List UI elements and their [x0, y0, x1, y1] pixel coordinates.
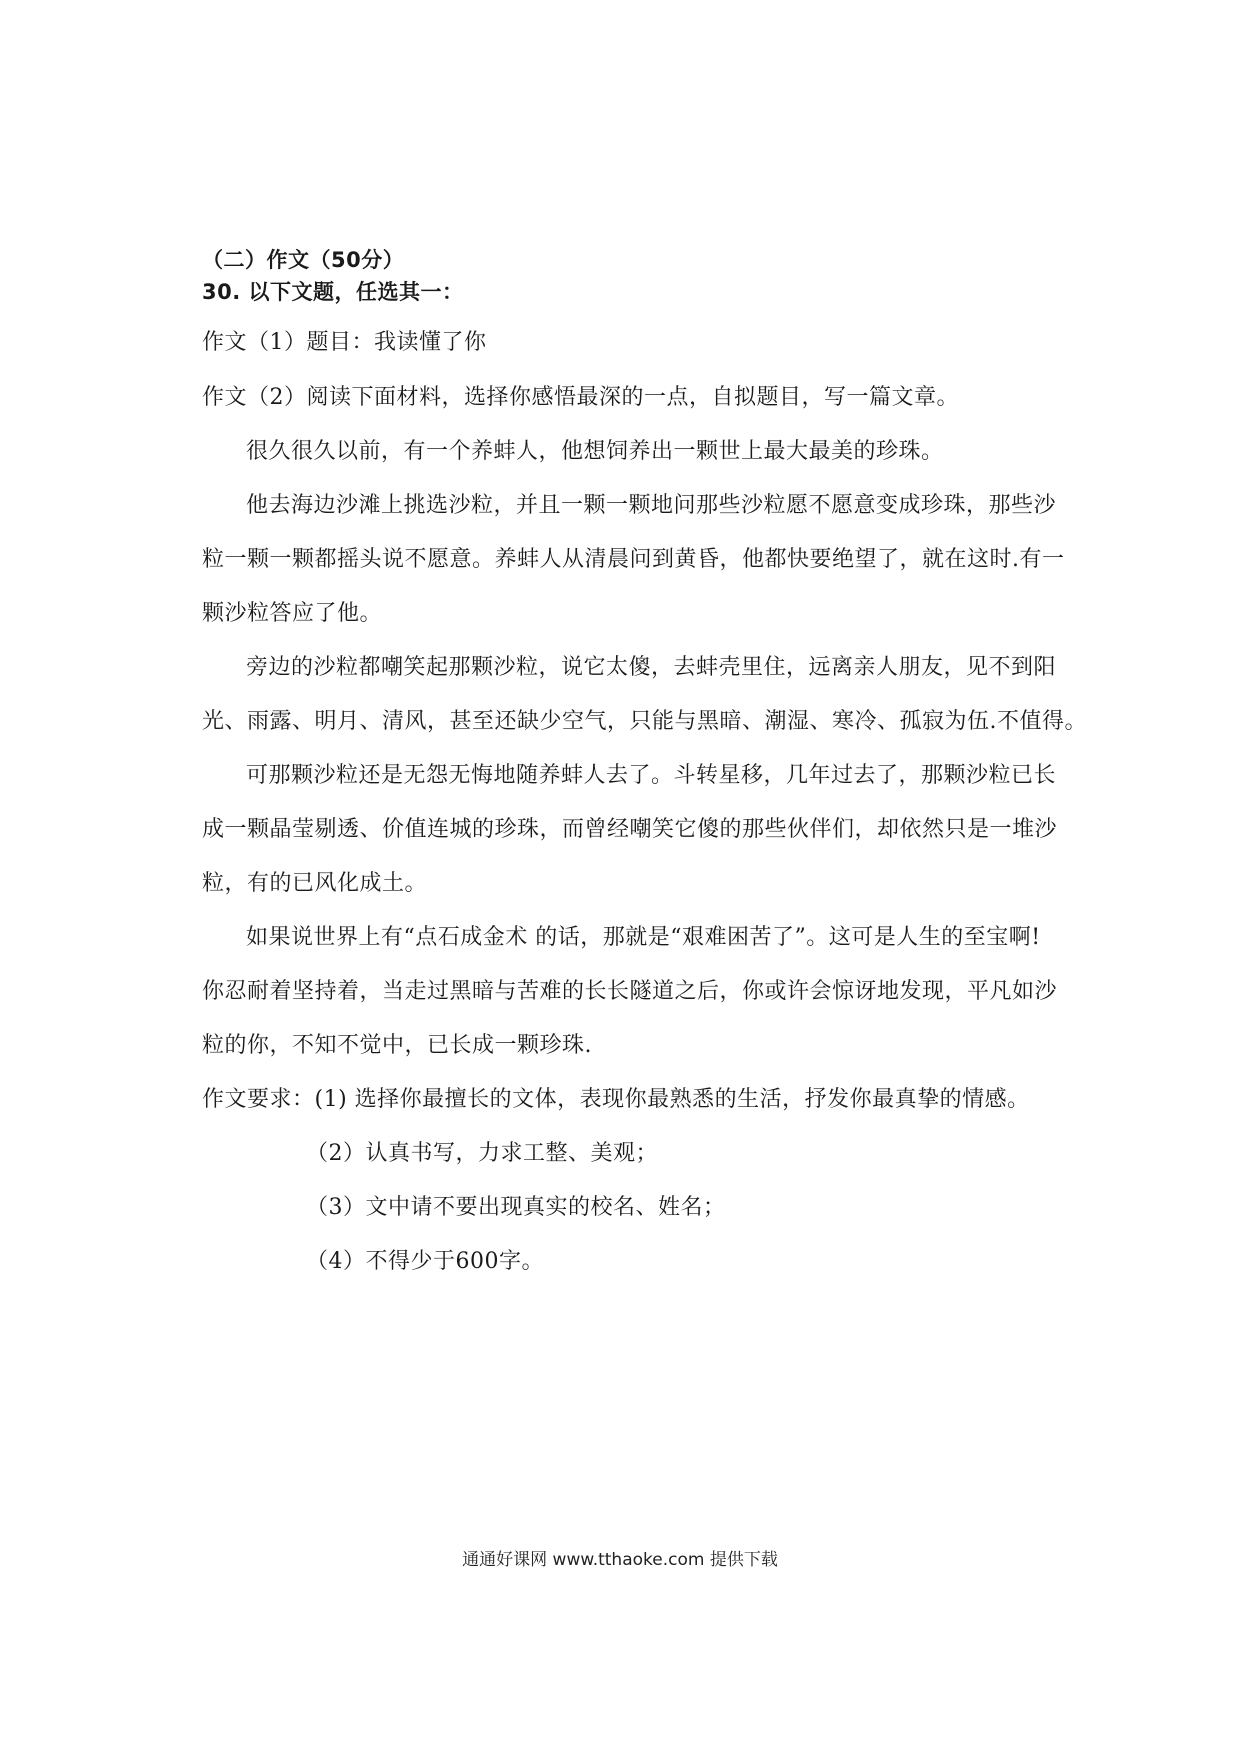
requirement-3: （3）文中请不要出现真实的校名、姓名；	[306, 1195, 726, 1220]
prompt-option-2: 作文（2）阅读下面材料，选择你感悟最深的一点，自拟题目，写一篇文章。	[202, 385, 959, 410]
material-line: 成一颗晶莹剔透、价值连城的珍珠，而曾经嘲笑它傻的那些伙伴们，却依然只是一堆沙	[202, 817, 1058, 842]
prompt-option-1: 作文（1）题目：我读懂了你	[202, 330, 487, 355]
material-line: 光、雨露、明月、清风，甚至还缺少空气，只能与黑暗、潮湿、寒冷、孤寂为伍.不值得。	[202, 709, 1087, 734]
section-heading: （二）作文（50分）	[202, 248, 405, 272]
material-line: 颗沙粒答应了他。	[202, 601, 383, 626]
material-line: 如果说世界上有“点石成金术 的话，那就是“艰难困苦了”。这可是人生的至宝啊!	[246, 925, 1041, 950]
material-line: 粒一颗一颗都摇头说不愿意。养蚌人从清晨问到黄昏，他都快要绝望了，就在这时.有一	[202, 547, 1065, 572]
material-line: 旁边的沙粒都嘲笑起那颗沙粒，说它太傻，去蚌壳里住，远离亲人朋友，见不到阳	[246, 655, 1057, 680]
material-line: 粒，有的已风化成土。	[202, 871, 428, 896]
requirement-2: （2）认真书写，力求工整、美观；	[306, 1141, 658, 1166]
question-title: 30. 以下文题，任选其一：	[202, 280, 464, 304]
requirement-1: 作文要求：(1) 选择你最擅长的文体，表现你最熟悉的生活，抒发你最真挚的情感。	[202, 1087, 1030, 1112]
material-line: 他去海边沙滩上挑选沙粒，并且一颗一颗地问那些沙粒愿不愿意变成珍珠，那些沙	[246, 493, 1057, 518]
material-line: 你忍耐着坚持着，当走过黑暗与苦难的长长隧道之后，你或许会惊讶地发现，平凡如沙	[202, 979, 1058, 1004]
footer-credit: 通通好课网 www.tthaoke.com 提供下载	[462, 1550, 778, 1570]
requirement-4: （4）不得少于600字。	[306, 1249, 544, 1274]
material-line: 粒的你，不知不觉中，已长成一颗珍珠.	[202, 1033, 592, 1058]
material-line: 很久很久以前，有一个养蚌人，他想饲养出一颗世上最大最美的珍珠。	[246, 439, 944, 464]
material-line: 可那颗沙粒还是无怨无悔地随养蚌人去了。斗转星移，几年过去了，那颗沙粒已长	[246, 763, 1057, 788]
